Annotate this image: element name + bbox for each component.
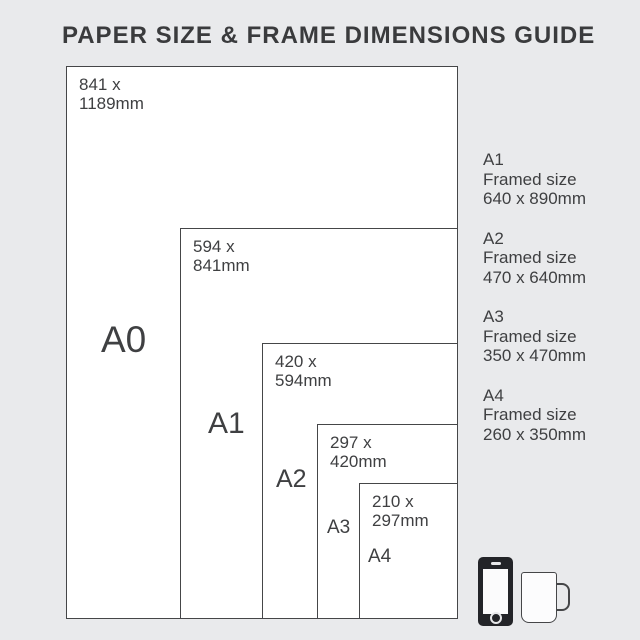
dimension-line: 1189mm — [79, 94, 144, 113]
paper-label-a0: A0 — [101, 319, 147, 360]
smartphone-icon — [478, 557, 513, 626]
framed-size-a1 — [483, 150, 586, 209]
dimension-line: 594 x — [193, 237, 235, 256]
paper-label-a2: A2 — [276, 465, 307, 493]
dimension-line: 297 x — [330, 433, 372, 452]
framed-size-a4 — [483, 386, 586, 445]
framed-dimensions: 640 x 890mm — [483, 189, 586, 208]
phone-home-button — [490, 612, 502, 624]
dimension-line: 420 x — [275, 352, 317, 371]
dimension-line: 297mm — [372, 511, 429, 530]
framed-dimensions: 260 x 350mm — [483, 424, 586, 444]
paper-dimensions-a2 — [263, 344, 457, 390]
paper-dimensions-a1 — [181, 229, 457, 275]
paper-label-a1: A1 — [208, 407, 245, 440]
dimension-line: 594mm — [275, 371, 332, 390]
framed-caption: Framed size — [483, 169, 577, 189]
framed-size-a2 — [483, 229, 586, 288]
mug-body — [521, 572, 557, 623]
framed-dimensions: 470 x 640mm — [483, 267, 586, 287]
framed-size-a3 — [483, 307, 586, 366]
framed-caption: Framed size — [483, 326, 577, 346]
paper-dimensions-a4 — [360, 484, 457, 530]
dimension-line: 210 x — [372, 492, 414, 511]
paper-dimensions-a0 — [67, 67, 457, 113]
phone-screen — [483, 569, 508, 614]
framed-caption: Framed size — [483, 405, 577, 424]
paper-label-a3: A3 — [327, 517, 351, 538]
framed-paper-name: A2 — [483, 228, 504, 248]
dimension-line: 841mm — [193, 256, 250, 275]
framed-paper-name: A1 — [483, 150, 504, 169]
framed-size-legend — [483, 150, 586, 464]
framed-paper-name: A3 — [483, 307, 504, 326]
framed-caption: Framed size — [483, 248, 577, 267]
framed-paper-name: A4 — [483, 385, 504, 405]
phone-speaker — [491, 562, 501, 565]
mug-icon — [521, 572, 573, 624]
page-title: PAPER SIZE & FRAME DIMENSIONS GUIDE — [62, 22, 596, 49]
dimension-line: 420mm — [330, 452, 387, 471]
framed-dimensions: 350 x 470mm — [483, 346, 586, 365]
dimension-line: 841 x — [79, 75, 121, 94]
paper-label-a4: A4 — [368, 546, 392, 567]
paper-dimensions-a3 — [318, 425, 457, 471]
